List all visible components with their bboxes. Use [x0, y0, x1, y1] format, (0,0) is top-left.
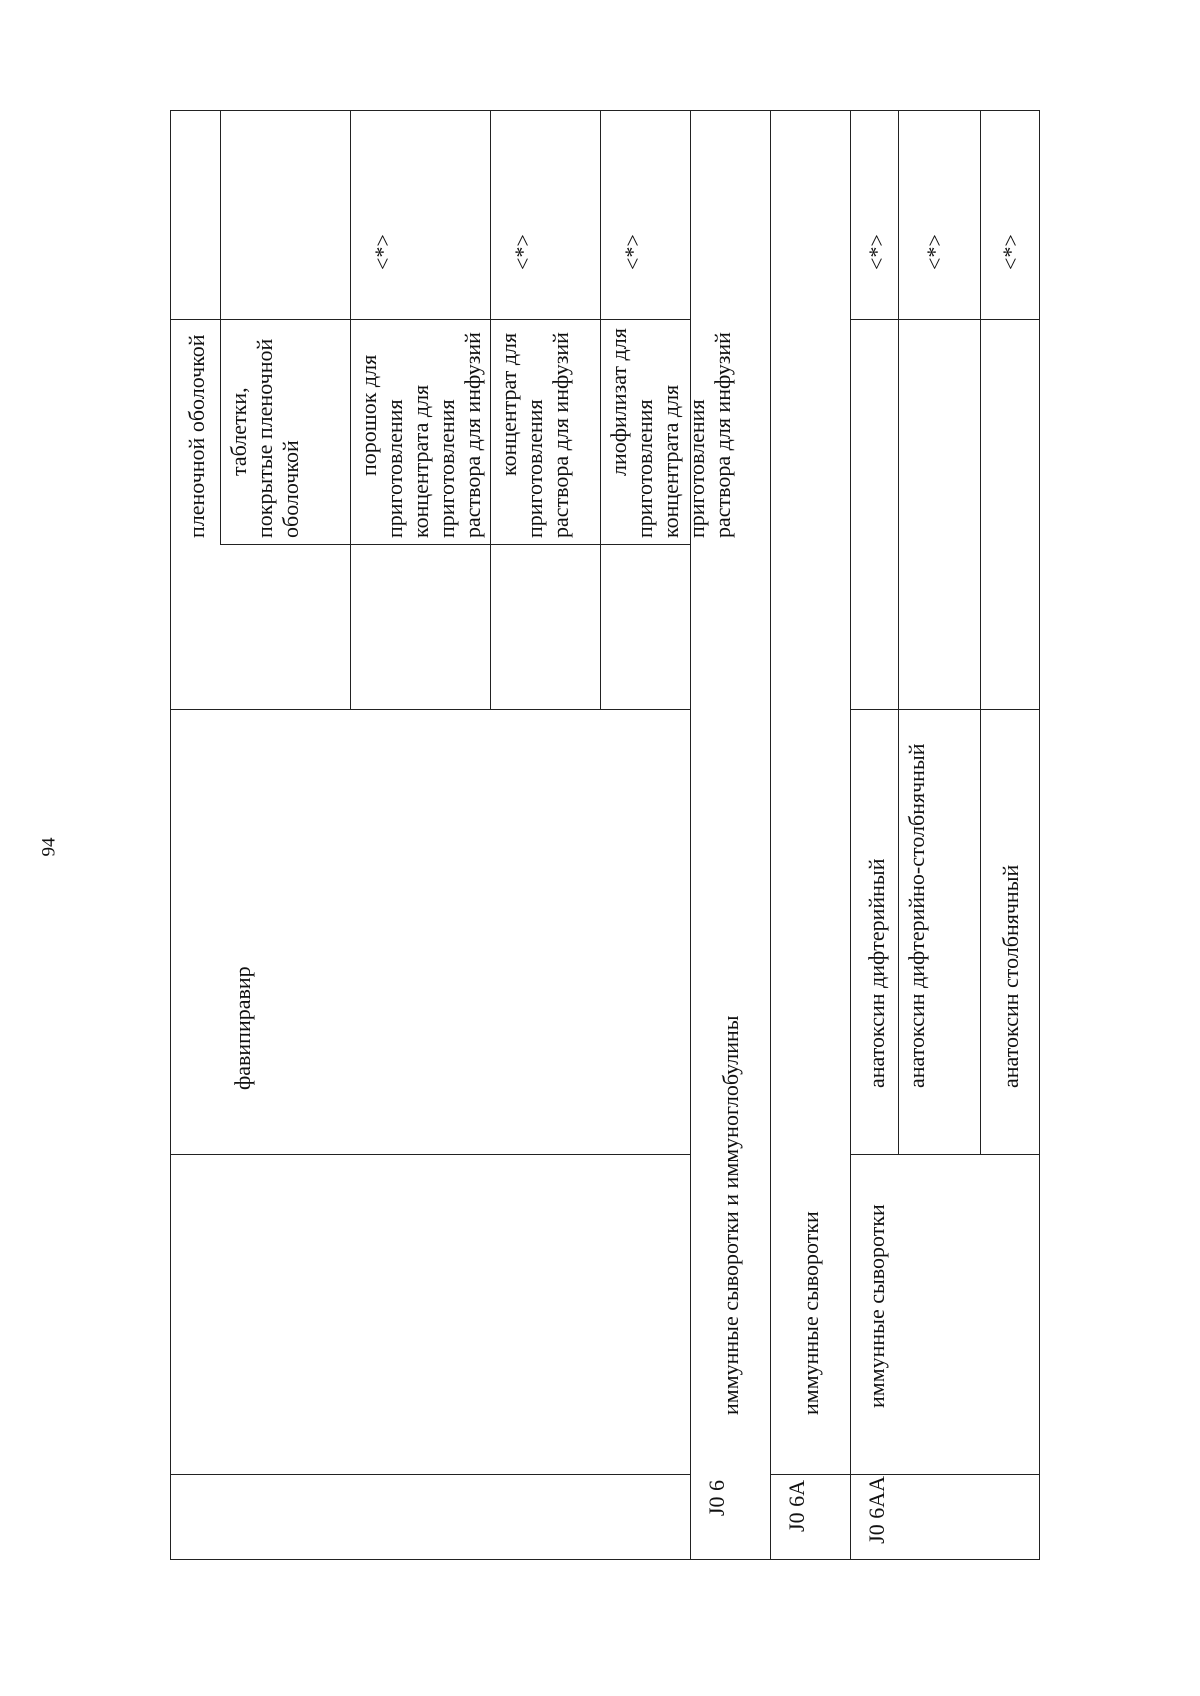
mark-2: <*> — [370, 234, 395, 270]
group-name-2: иммунные сыворотки — [798, 1211, 823, 1415]
rule-form-col — [220, 544, 690, 545]
rule-group-2 — [770, 110, 771, 1560]
group-code-2: J0 6A — [784, 1480, 809, 1532]
group-name-1: иммунные сыворотки и иммуноглобулины — [718, 1015, 743, 1415]
item-mark-3: <*> — [998, 234, 1023, 270]
dosage-form-tail: пленочной оболочкой — [184, 334, 209, 538]
dosage-form-3: концентрат для приготовления раствора для инфузий — [496, 332, 573, 538]
drug-name: фавипиравир — [230, 966, 255, 1090]
rule-group-col — [170, 1154, 690, 1155]
rule-name-col-2 — [850, 709, 1040, 710]
dosage-form-1: таблетки, покрытые пленочной оболочкой — [226, 338, 303, 538]
group-code-1: J0 6 — [704, 1480, 729, 1517]
rule-item-1 — [898, 110, 899, 1155]
rule-form-1 — [220, 110, 221, 545]
mark-4: <*> — [620, 234, 645, 270]
rule-code-col — [170, 1474, 690, 1475]
rule-code-col-3 — [850, 1474, 1040, 1475]
mark-3: <*> — [510, 234, 535, 270]
item-name-2: анатоксин дифтерийно-столбнячный — [904, 743, 929, 1088]
rule-name-col — [170, 709, 690, 710]
dosage-form-2: порошок для приготовления концентрата для приготовления раствора для инфузий — [356, 332, 485, 538]
rule-form-col-2 — [170, 319, 690, 320]
group-code-3: J0 6AA — [864, 1476, 889, 1544]
item-mark-2: <*> — [922, 234, 947, 270]
group-name-3: иммунные сыворотки — [864, 1204, 889, 1408]
rule-group-3 — [850, 110, 851, 1560]
rule-form-col-3 — [850, 319, 1040, 320]
item-name-3: анатоксин столбнячный — [998, 864, 1023, 1088]
rule-group-col-2 — [850, 1154, 1040, 1155]
item-mark-1: <*> — [864, 234, 889, 270]
dosage-form-4: лиофилизат для приготовления концентрата для приготовления раствора для инфузий — [606, 328, 735, 538]
rule-form-2 — [350, 110, 351, 710]
rule-form-3 — [490, 110, 491, 710]
rule-form-4 — [600, 110, 601, 710]
rotated-table — [170, 110, 1040, 1560]
item-name-1: анатоксин дифтерийный — [864, 858, 889, 1088]
rule-item-2 — [980, 110, 981, 1155]
page-number: 94 — [38, 837, 60, 857]
